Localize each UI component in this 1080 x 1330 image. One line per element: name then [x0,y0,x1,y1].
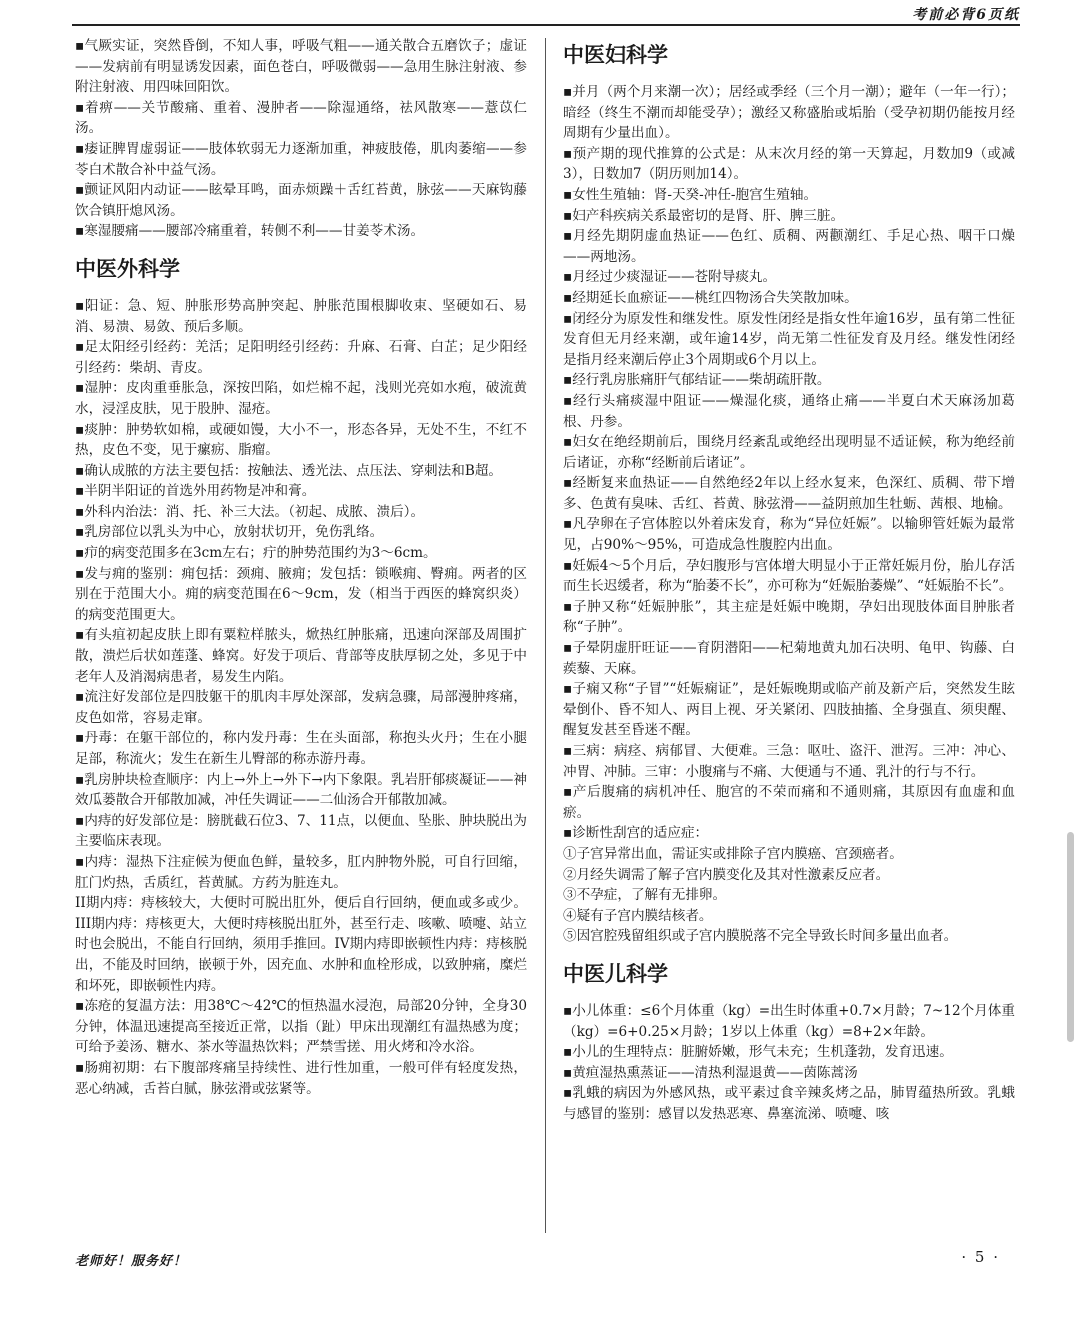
section-title-pediatrics: 中医儿科学 [563,961,668,986]
list-item: ①子宫异常出血，需证实或排除子宫内膜癌、宫颈癌者。 [563,845,903,862]
list-item: ▪颤证风阳内动证——眩晕耳鸣，面赤烦躁＋舌红苔黄，脉弦——天麻钩藤饮合镇肝熄风汤。 [75,182,527,219]
scrollbar-thumb[interactable] [1067,832,1074,1042]
list-item: ▪月经过少痰湿证——苍附导痰丸。 [563,269,777,286]
list-item: ②月经失调需了解子宫内膜变化及其对性激素反应者。 [563,866,890,883]
list-item: II期内痔：痔核较大，大便时可脱出肛外，便后自行回纳，便血或多或少。III期内痔：痔核更大，大便时痔核脱出肛外，甚至行走、咳嗽、喷嚏、站立时也会脱出，不能自行回纳，须用手推回。IV期内痔即嵌顿性内痔：痔核脱出，不能及时回纳，嵌顿于外，因充血、水肿和血栓形成，以致肿痛，糜烂和坏死，即嵌顿性内痔。 [75,895,527,994]
list-item: ▪闭经分为原发性和继发性。原发性闭经是指女性年逾16岁，虽有第二性征发育但无月经来潮，或年逾14岁，尚无第二性征发育及月经。继发性闭经是指月经来潮后停止3个周期或6个月以上。 [563,310,1015,368]
list-item: ▪阳证：急、短、肿胀形势高肿突起、肿胀范围根脚收束、坚硬如石、易消、易溃、易敛、预后多顺。 [75,297,527,335]
list-item: ▪疖的病变范围多在3cm左右；疔的肿势范围约为3～6cm。 [75,545,437,562]
list-item: ▪女性生殖轴：肾-天癸-冲任-胞宫生殖轴。 [563,186,818,203]
list-item: ▪足太阳经引经药：羌活；足阳明经引经药：升麻、石膏、白芷；足少阳经引经药：柴胡、青皮。 [75,339,527,376]
list-item: ▪发与痈的鉴别：痈包括：颈痈、腋痈；发包括：锁喉痈、臀痈。两者的区别在于范围大小。痈的病变范围在6～9cm，发（相当于西医的蜂窝织炎）的病变范围更大。 [75,565,527,623]
header-title: 考前必背6页纸 [912,7,1020,23]
list-item: ▪气厥实证，突然昏倒，不知人事，呼吸气粗——通关散合五磨饮子；虚证——发病前有明显诱发因素，面色苍白，呼吸微弱——急用生脉注射液、参附注射液、用四味回阳饮。 [75,38,527,96]
list-item: ▪经行乳房胀痛肝气郁结证——柴胡疏肝散。 [563,372,831,389]
list-item: ▪三病：病痉、病郁冒、大便难。三急：呕吐、盗汗、泄泻。三冲：冲心、冲胃、冲肺。三审：小腹痛与不痛、大便通与不通、乳汁的行与不行。 [563,743,1015,780]
list-item: ▪确认成脓的方法主要包括：按触法、透光法、点压法、穿刺法和B超。 [75,462,503,479]
list-item: ▪预产期的现代推算的公式是：从末次月经的第一天算起，月数加9（或减3），日数加7（阴历则加14）。 [563,145,1015,183]
list-item: ▪凡孕卵在子宫体腔以外着床发育，称为“异位妊娠”。以输卵管妊娠为最常见，占90%～95%，可造成急性腹腔内出血。 [563,516,1015,554]
list-item: ▪妇产科疾病关系最密切的是肾、肝、脾三脏。 [563,207,845,224]
list-item: ▪子晕阴虚肝旺证——育阴潜阳——杞菊地黄丸加石决明、龟甲、钩藤、白蒺藜、天麻。 [563,640,1015,677]
list-item: ▪子肿又称“妊娠肿胀”，其主症是妊娠中晚期，孕妇出现肢体面目肿胀者称“子肿”。 [563,598,1015,636]
left-column [75,36,527,1099]
list-item: ▪有头疽初起皮肤上即有粟粒样脓头，焮热红肿胀痛，迅速向深部及周围扩散，溃烂后状如莲蓬、蜂窝。好发于项后、背部等皮肤厚韧之处，多见于中老年人及消渴病患者，易发生内陷。 [75,627,527,685]
right-column [563,36,1015,1125]
list-item: ▪乳蛾的病因为外感风热，或平素过食辛辣炙烤之品，肺胃蕴热所致。乳蛾与感冒的鉴别：感冒以发热恶寒、鼻塞流涕、喷嚏、咳 [563,1085,1015,1122]
list-item: ▪冻疮的复温方法：用38℃～42℃的恒热温水浸泡，局部20分钟，全身30分钟，体温迅速提高至接近正常，以指（趾）甲床出现潮红有温热感为度；可给予姜汤、糖水、茶水等温热饮料；严禁雪搓、用火烤和冷水浴。 [75,998,527,1056]
list-item: ▪乳房部位以乳头为中心，放射状切开，免伤乳络。 [75,524,384,541]
intro-block [75,36,527,242]
list-item: ▪丹毒：在躯干部位的，称内发丹毒：生在头面部，称抱头火丹；生在小腿足部，称流火；发生在新生儿臀部的称赤游丹毒。 [75,730,527,767]
list-item: ④疑有子宫内膜结核者。 [563,907,713,924]
header-rule [72,24,1020,26]
list-item: ▪流注好发部位是四肢躯干的肌肉丰厚处深部，发病急骤，局部漫肿疼痛，皮色如常，容易走窜。 [75,689,527,726]
page-number: · 5 · [961,1248,1000,1266]
gynecology-list [563,82,1015,947]
list-item: ▪妊娠4～5个月后，孕妇腹形与宫体增大明显小于正常妊娠月份，胎儿存活而生长迟缓者，称为“胎萎不长”，亦可称为“妊娠胎萎燥”、“妊娠胎不长”。 [563,557,1015,595]
pediatrics-list [563,1001,1015,1125]
section-title-gynecology: 中医妇科学 [563,43,668,67]
list-item: ▪小儿体重：≤6个月体重（kg）=出生时体重+0.7×月龄；7~12个月体重（kg）=6+0.25×月龄；1岁以上体重（kg）=8+2×年龄。 [563,1002,1015,1040]
list-item: ▪小儿的生理特点：脏腑娇嫩，形气未充；生机蓬勃，发育迅速。 [563,1044,953,1061]
section-title-surgery: 中医外科学 [75,256,180,281]
list-item: ▪经期延长血瘀证——桃红四物汤合失笑散加味。 [563,289,858,306]
list-item: ▪黄疸湿热熏蒸证——清热利湿退黄——茵陈蒿汤 [563,1064,858,1081]
list-item: ⑤因宫腔残留组织或子宫内膜脱落不完全导致长时间多量出血者。 [563,928,958,945]
list-item: ▪妇女在绝经期前后，围绕月经紊乱或绝经出现明显不适证候，称为绝经前后诸证，亦称“经断前后诸证”。 [563,434,1015,471]
list-item: ▪内痔的好发部位是：膀胱截石位3、7、11点，以便血、坠胀、肿块脱出为主要临床表现。 [75,812,527,850]
list-item: ▪并月（两个月来潮一次）；居经或季经（三个月一潮）；避年（一年一行）；暗经（终生不潮而却能受孕）；激经又称盛胎或垢胎（受孕初期仍能按月经周期有少量出血）。 [563,84,1015,142]
column-divider [545,38,546,1233]
list-item: ▪湿肿：皮肉重垂胀急，深按凹陷，如烂棉不起，浅则光亮如水疱，破流黄水，浸淫皮肤，见于股肿、湿疮。 [75,380,527,417]
list-item: ▪寒湿腰痛——腰部冷痛重着，转侧不利——甘姜苓术汤。 [75,223,425,240]
list-item: ▪着痹——关节酸痛、重着、漫肿者——除湿通络，祛风散寒——薏苡仁汤。 [75,99,527,137]
list-item: ▪肠痈初期：右下腹部疼痛呈持续性、进行性加重，一般可伴有轻度发热，恶心纳减，舌苔白腻，脉弦滑或弦紧等。 [75,1059,527,1097]
list-item: ▪半阴半阳证的首选外用药物是冲和膏。 [75,483,316,500]
list-item: ▪外科内治法：消、托、补三大法。（初起、成脓、溃后）。 [75,503,425,520]
list-item: ▪经行头痛痰湿中阻证——燥湿化痰，通络止痛——半夏白术天麻汤加葛根、丹参。 [563,392,1015,430]
surgery-list [75,296,527,1099]
list-item: ▪痿证脾胃虚弱证——肢体软弱无力逐渐加重，神疲肢倦，肌肉萎缩——参苓白术散合补中益气汤。 [75,140,527,178]
list-item: ▪月经先期阴虚血热证——色红、质稠、两颧潮红、手足心热、咽干口燥——两地汤。 [563,228,1015,265]
list-item: ▪诊断性刮宫的适应症： [563,825,709,842]
list-item: ▪产后腹痛的病机冲任、胞宫的不荣而痛和不通则痛，其原因有血虚和血瘀。 [563,784,1015,821]
footer-slogan: 老师好！服务好！ [75,1254,188,1269]
list-item: ▪痰肿：肿势软如棉，或硬如馒，大小不一，形态各异，无处不生，不红不热，皮色不变，见于瘰疬、脂瘤。 [75,421,527,459]
list-item: ▪内痔：湿热下注症候为便血色鲜，量较多，肛内肿物外脱，可自行回缩，肛门灼热，舌质红，苔黄腻。方药为脏连丸。 [75,853,527,891]
list-item: ▪经断复来血热证——自然绝经2年以上经水复来，色深红、质稠、带下增多、色黄有臭味、舌红、苔黄、脉弦滑——益阴煎加生牡蛎、茜根、地榆。 [563,475,1015,512]
list-item: ③不孕症，了解有无排卵。 [563,887,727,904]
list-item: ▪乳房肿块检查顺序：内上→外上→外下→内下象限。乳岩肝郁痰凝证——神效瓜蒌散合开郁散加减，冲任失调证——二仙汤合开郁散加减。 [75,771,527,809]
list-item: ▪子痫又称“子冒”“妊娠痫证”，是妊娠晚期或临产前及新产后，突然发生眩晕倒仆、昏不知人、两目上视、牙关紧闭、四肢抽搐、全身强直、须臾醒、醒复发甚至昏迷不醒。 [563,681,1015,739]
